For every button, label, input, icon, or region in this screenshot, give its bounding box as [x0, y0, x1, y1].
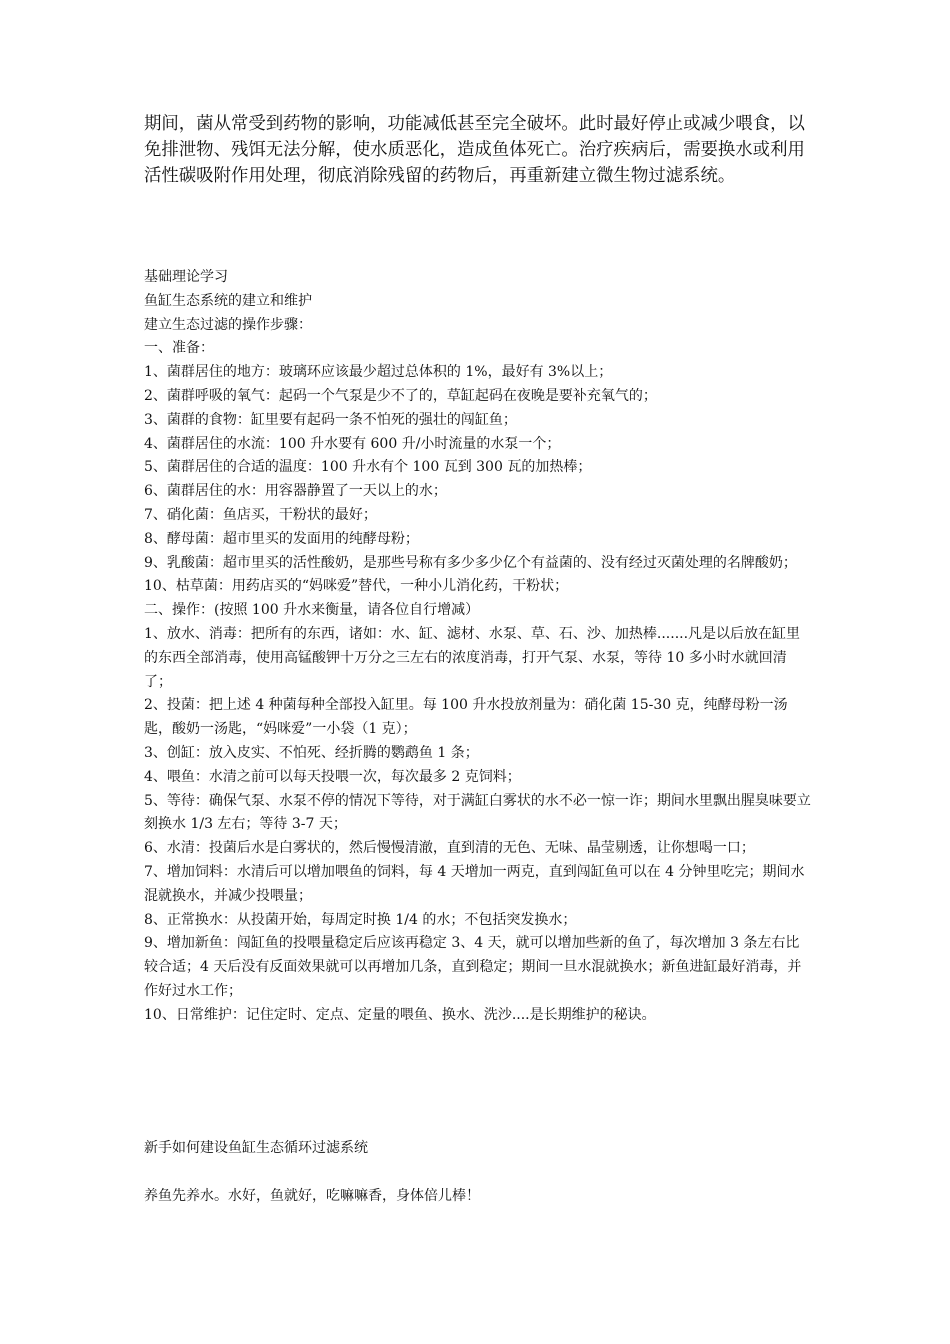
list-item: 1、放水、消毒：把所有的东西，诸如：水、缸、滤材、水泵、草、石、沙、加热棒.......凡是以后放在缸里的东西全部消毒，使用高锰酸钾十万分之三左右的浓度消毒，打开气泵、水泵，等待 10 多小时水就回清了； [144, 625, 801, 690]
list-item: 4、喂鱼：水清之前可以每天投喂一次，每次最多 2 克饲料； [144, 768, 521, 785]
heading-steps: 建立生态过滤的操作步骤： [144, 316, 312, 333]
list-item: 1、菌群居住的地方：玻璃环应该最少超过总体积的 1%，最好有 3%以上； [144, 364, 613, 381]
list-item: 6、菌群居住的水：用容器静置了一天以上的水； [144, 483, 447, 500]
heading-preparation: 一、准备： [144, 340, 214, 357]
list-item: 9、乳酸菌：超市里买的活性酸奶，是那些号称有多少多少亿个有益菌的、没有经过灭菌处理的名牌酸奶； [144, 554, 797, 571]
list-item: 2、投菌：把上述 4 种菌每种全部投入缸里。每 100 升水投放剂量为：硝化菌 15-30 克，纯酵母粉一汤匙，酸奶一汤匙，“妈咪爱”一小袋（1 克）； [144, 697, 788, 738]
list-item: 3、创缸：放入皮实、不怕死、经折腾的鹦鹉鱼 1 条； [144, 744, 479, 761]
list-item: 6、水清：投菌后水是白雾状的，然后慢慢清澈，直到清的无色、无味、晶莹剔透，让你想喝一口； [144, 840, 755, 857]
list-item: 7、硝化菌：鱼店买，干粉状的最好； [144, 506, 377, 523]
list-item: 7、增加饲料：水清后可以增加喂鱼的饲料，每 4 天增加一两克，直到闯缸鱼可以在 4 分钟里吃完；期间水混就换水，并减少投喂量； [144, 863, 805, 904]
list-item: 10、枯草菌：用药店买的“妈咪爱”替代，一种小儿消化药，干粉状； [144, 578, 569, 595]
list-item: 4、菌群居住的水流：100 升水要有 600 升/小时流量的水泵一个； [144, 435, 561, 452]
closing-line: 养鱼先养水。水好，鱼就好，吃嘛嘛香，身体倍儿棒！ [144, 1188, 480, 1204]
list-item: 5、菌群居住的合适的温度：100 升水有个 100 瓦到 300 瓦的加热棒； [144, 459, 592, 476]
heading-ecosystem: 鱼缸生态系统的建立和维护 [144, 292, 312, 309]
list-item: 8、酵母菌：超市里买的发面用的纯酵母粉； [144, 530, 419, 547]
list-item: 3、菌群的食物：缸里要有起码一条不怕死的强壮的闯缸鱼； [144, 411, 517, 428]
heading-basic-theory: 基础理论学习 [144, 269, 228, 285]
list-item: 8、正常换水：从投菌开始，每周定时换 1/4 的水；不包括突发换水； [144, 911, 577, 928]
article-body [144, 266, 812, 1028]
list-item: 2、菌群呼吸的氧气：起码一个气泵是少不了的，草缸起码在夜晚是要补充氧气的； [144, 387, 657, 404]
heading-operation: 二、操作：(按照 100 升水来衡量，请各位自行增减） [144, 602, 480, 619]
intro-paragraph: 期间，菌从常受到药物的影响，功能减低甚至完全破坏。此时最好停止或减少喂食，以免排泄物、残饵无法分解，使水质恶化，造成鱼体死亡。治疗疾病后，需要换水或利用活性碳吸附作用处理，彻底消除残留的药物后，再重新建立微生物过滤系统。 [144, 114, 805, 186]
section-title: 新手如何建设鱼缸生态循环过滤系统 [144, 1140, 368, 1156]
list-item: 5、等待：确保气泵、水泵不停的情况下等待，对于满缸白雾状的水不必一惊一诈；期间水里飘出腥臭味要立刻换水 1/3 左右；等待 3-7 天； [144, 792, 811, 833]
list-item: 10、日常维护：记住定时、定点、定量的喂鱼、换水、洗沙....是长期维护的秘诀。 [144, 1006, 656, 1023]
list-item: 9、增加新鱼：闯缸鱼的投喂量稳定后应该再稳定 3、4 天，就可以增加些新的鱼了，每次增加 3 条左右比较合适；4 天后没有反面效果就可以再增加几条，直到稳定；期间一旦水混就换水；新鱼进缸最好消毒，并作好过水工作； [144, 935, 802, 999]
